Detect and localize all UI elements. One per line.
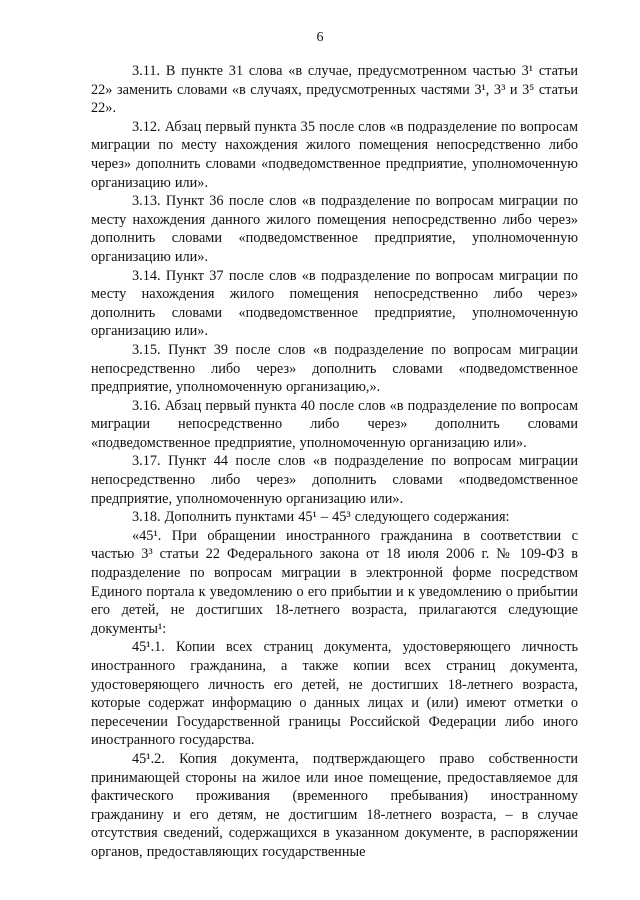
- paragraph-3-17: 3.17. Пункт 44 после слов «в подразделение по вопросам миграции непосредственно либо через» дополнить словами «подведомственное предприятие, уполномоченную организацию или».: [91, 453, 578, 507]
- paragraph-3-14: 3.14. Пункт 37 после слов «в подразделение по вопросам миграции по месту нахождения жилого помещения непосредственно либо через» дополнить словами «подведомственное предприятие, уполномоченную организацию или».: [91, 267, 578, 340]
- paragraph-45-1: «45¹. При обращении иностранного гражданина в соответствии с частью 3³ статьи 22 Федерального закона от 18 июля 2006 г. № 109-ФЗ в подразделение по вопросам миграции в электронной форме посредством Единого портала к уведомлению о его прибытии и к уведомлению о прибытии его детей, не достигших 18-летнего возраста, прилагаются следующие документы¹:: [91, 527, 578, 637]
- paragraph-3-13: 3.13. Пункт 36 после слов «в подразделение по вопросам миграции по месту нахождения данного жилого помещения непосредственно либо через» дополнить словами «подведомственное предприятие, уполномоченную организацию или».: [91, 193, 578, 265]
- paragraph-3-15: 3.15. Пункт 39 после слов «в подразделение по вопросам миграции непосредственно либо через» дополнить словами «подведомственное предприятие, уполномоченную организацию,».: [91, 341, 578, 396]
- document-body: [91, 62, 578, 862]
- paragraph-45-1-2: 45¹.2. Копия документа, подтверждающего право собственности принимающей стороны на жилое или иное помещение, предоставляемое для фактического проживания (временного пребывания) иностранному гражданину и его детям, не достигшим 18-летнего возраста, – в случае отсутствия сведений, содержащихся в указанном документе, в распоряжении органов, предоставляющих государственные: [91, 750, 578, 860]
- paragraph-3-11: 3.11. В пункте 31 слова «в случае, предусмотренном частью 3¹ статьи 22» заменить словами «в случаях, предусмотренных частями 3¹, 3³ и 3⁵ статьи 22».: [91, 63, 578, 117]
- paragraph-45-1-1: 45¹.1. Копии всех страниц документа, удостоверяющего личность иностранного гражданина, а также копии всех страниц документа, удостоверяющего личность его детей, не достигших 18-летнего возраста, которые содержат информацию о данных лицах и (или) имеют отметки о пересечении Государственной границы Российской Федерации либо иного иностранного государства.: [91, 639, 578, 749]
- paragraph-3-16: 3.16. Абзац первый пункта 40 после слов «в подразделение по вопросам миграции непосредственно либо через» дополнить словами «подведомственное предприятие, уполномоченную организацию или».: [91, 397, 578, 451]
- paragraph-3-12: 3.12. Абзац первый пункта 35 после слов «в подразделение по вопросам миграции по месту нахождения жилого помещения непосредственно либо через» дополнить словами «подведомственное предприятие, уполномоченную организацию или».: [91, 118, 578, 191]
- page-number: 6: [316, 30, 324, 45]
- paragraph-3-18: 3.18. Дополнить пунктами 45¹ – 45³ следующего содержания:: [132, 509, 510, 526]
